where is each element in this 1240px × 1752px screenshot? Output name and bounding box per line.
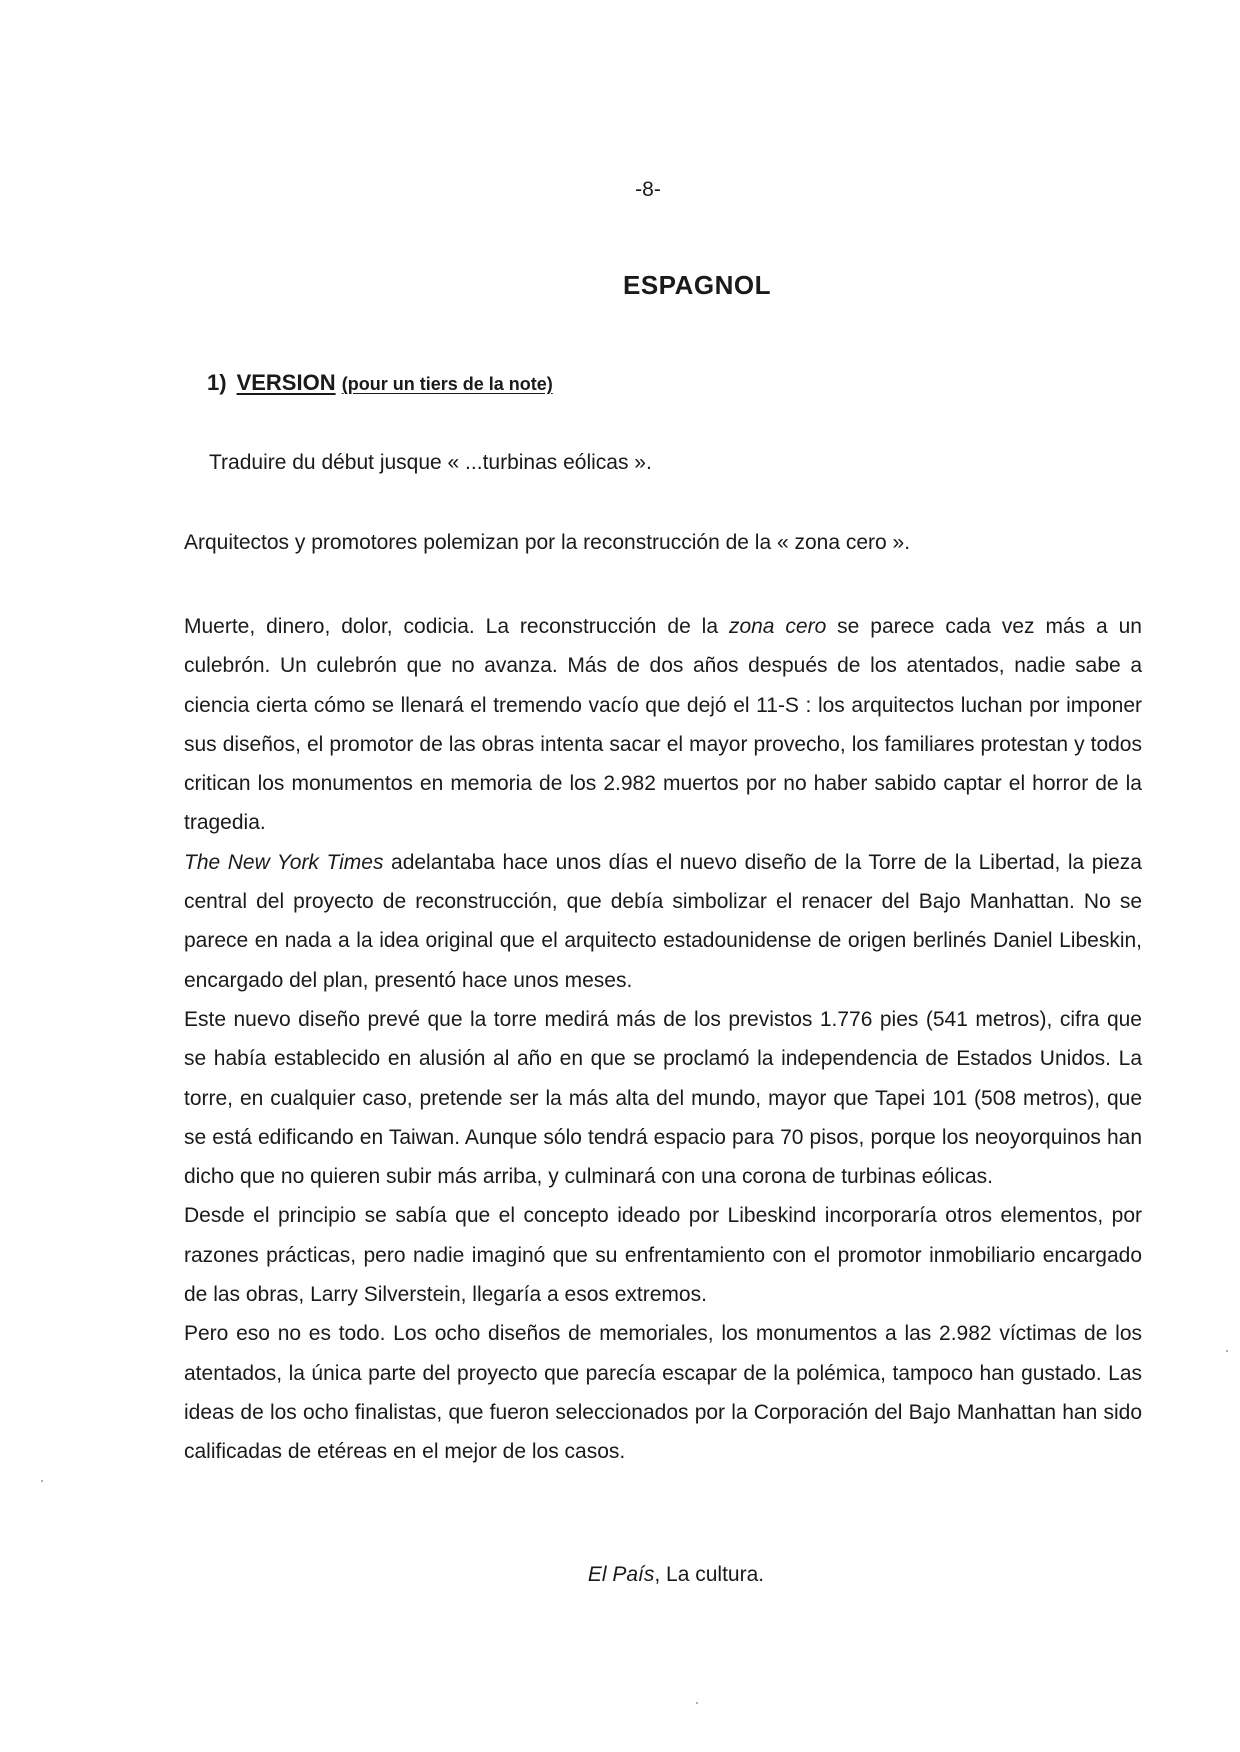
scan-speck [696,1702,698,1704]
section-title: VERSION [236,370,336,395]
section-subtitle: (pour un tiers de la note) [341,374,553,394]
subject-title: ESPAGNOL [623,270,771,300]
translation-instruction: Traduire du début jusque « ...turbinas eólicas ». [209,451,652,474]
paragraph-2: The New York Times adelantaba hace unos días el nuevo diseño de la Torre de la Libertad, la pieza central del proyecto de reconstrucción, que debía simbolizar el renacer del Bajo Manhattan. No se parece en nada a la idea original que el arquitecto estadounidense de origen berlinés Daniel Libeskin, encargado del plan, presentó hace unos meses. [184,850,1142,992]
section-number: 1) [207,370,227,395]
paragraph-3: Este nuevo diseño prevé que la torre medirá más de los previstos 1.776 pies (541 metros), cifra que se había establecido en alusión al año en que se proclamó la independencia de Estados Unidos. La torre, en cualquier caso, pretende ser la más alta del mundo, mayor que Tapei 101 (508 metros), que se está edificando en Taiwan. Aunque sólo tendrá espacio para 70 pisos, porque los neoyorquinos han dicho que no quieren subir más arriba, y culminará con una corona de turbinas eólicas. [184,1007,1142,1189]
article-source [0,1563,1240,1587]
newspaper-name: The New York Times [184,850,384,874]
paragraph-5: Pero eso no es todo. Los ocho diseños de memoriales, los monumentos a las 2.982 víctimas de los atentados, la única parte del proyecto que parecía escapar de la polémica, tampoco han gustado. Las ideas de los ocho finalistas, que fueron seleccionados por la Corporación del Bajo Manhattan han sido calificadas de etéreas en el mejor de los casos. [184,1322,1142,1464]
section-heading [207,370,553,396]
paragraph-1: Muerte, dinero, dolor, codicia. La reconstrucción de la zona cero se parece cada vez más a un culebrón. Un culebrón que no avanza. Más de dos años después de los atentados, nadie sabe a ciencia cierta cómo se llenará el tremendo vacío que dejó el 11-S : los arquitectos luchan por imponer sus diseños, el promotor de las obras intenta sacar el mayor provecho, los familiares protestan y todos critican los monumentos en memoria de los 2.982 muertos por no haber sabido captar el horror de la tragedia. [184,615,1142,835]
scan-speck [1226,1350,1228,1352]
article-body [184,607,1142,1472]
paragraph-4: Desde el principio se sabía que el concepto ideado por Libeskind incorporaría otros elementos, por razones prácticas, pero nadie imaginó que su enfrentamiento con el promotor inmobiliario encargado de las obras, Larry Silverstein, llegaría a esos extremos. [184,1204,1142,1307]
source-section: , La cultura. [654,1563,765,1586]
page-number: -8- [635,178,661,201]
scan-speck [41,1480,43,1482]
italic-term: zona cero [728,615,827,638]
article-headline: Arquitectos y promotores polemizan por la reconstrucción de la « zona cero ». [184,531,911,554]
source-publication: El País [587,1563,655,1586]
